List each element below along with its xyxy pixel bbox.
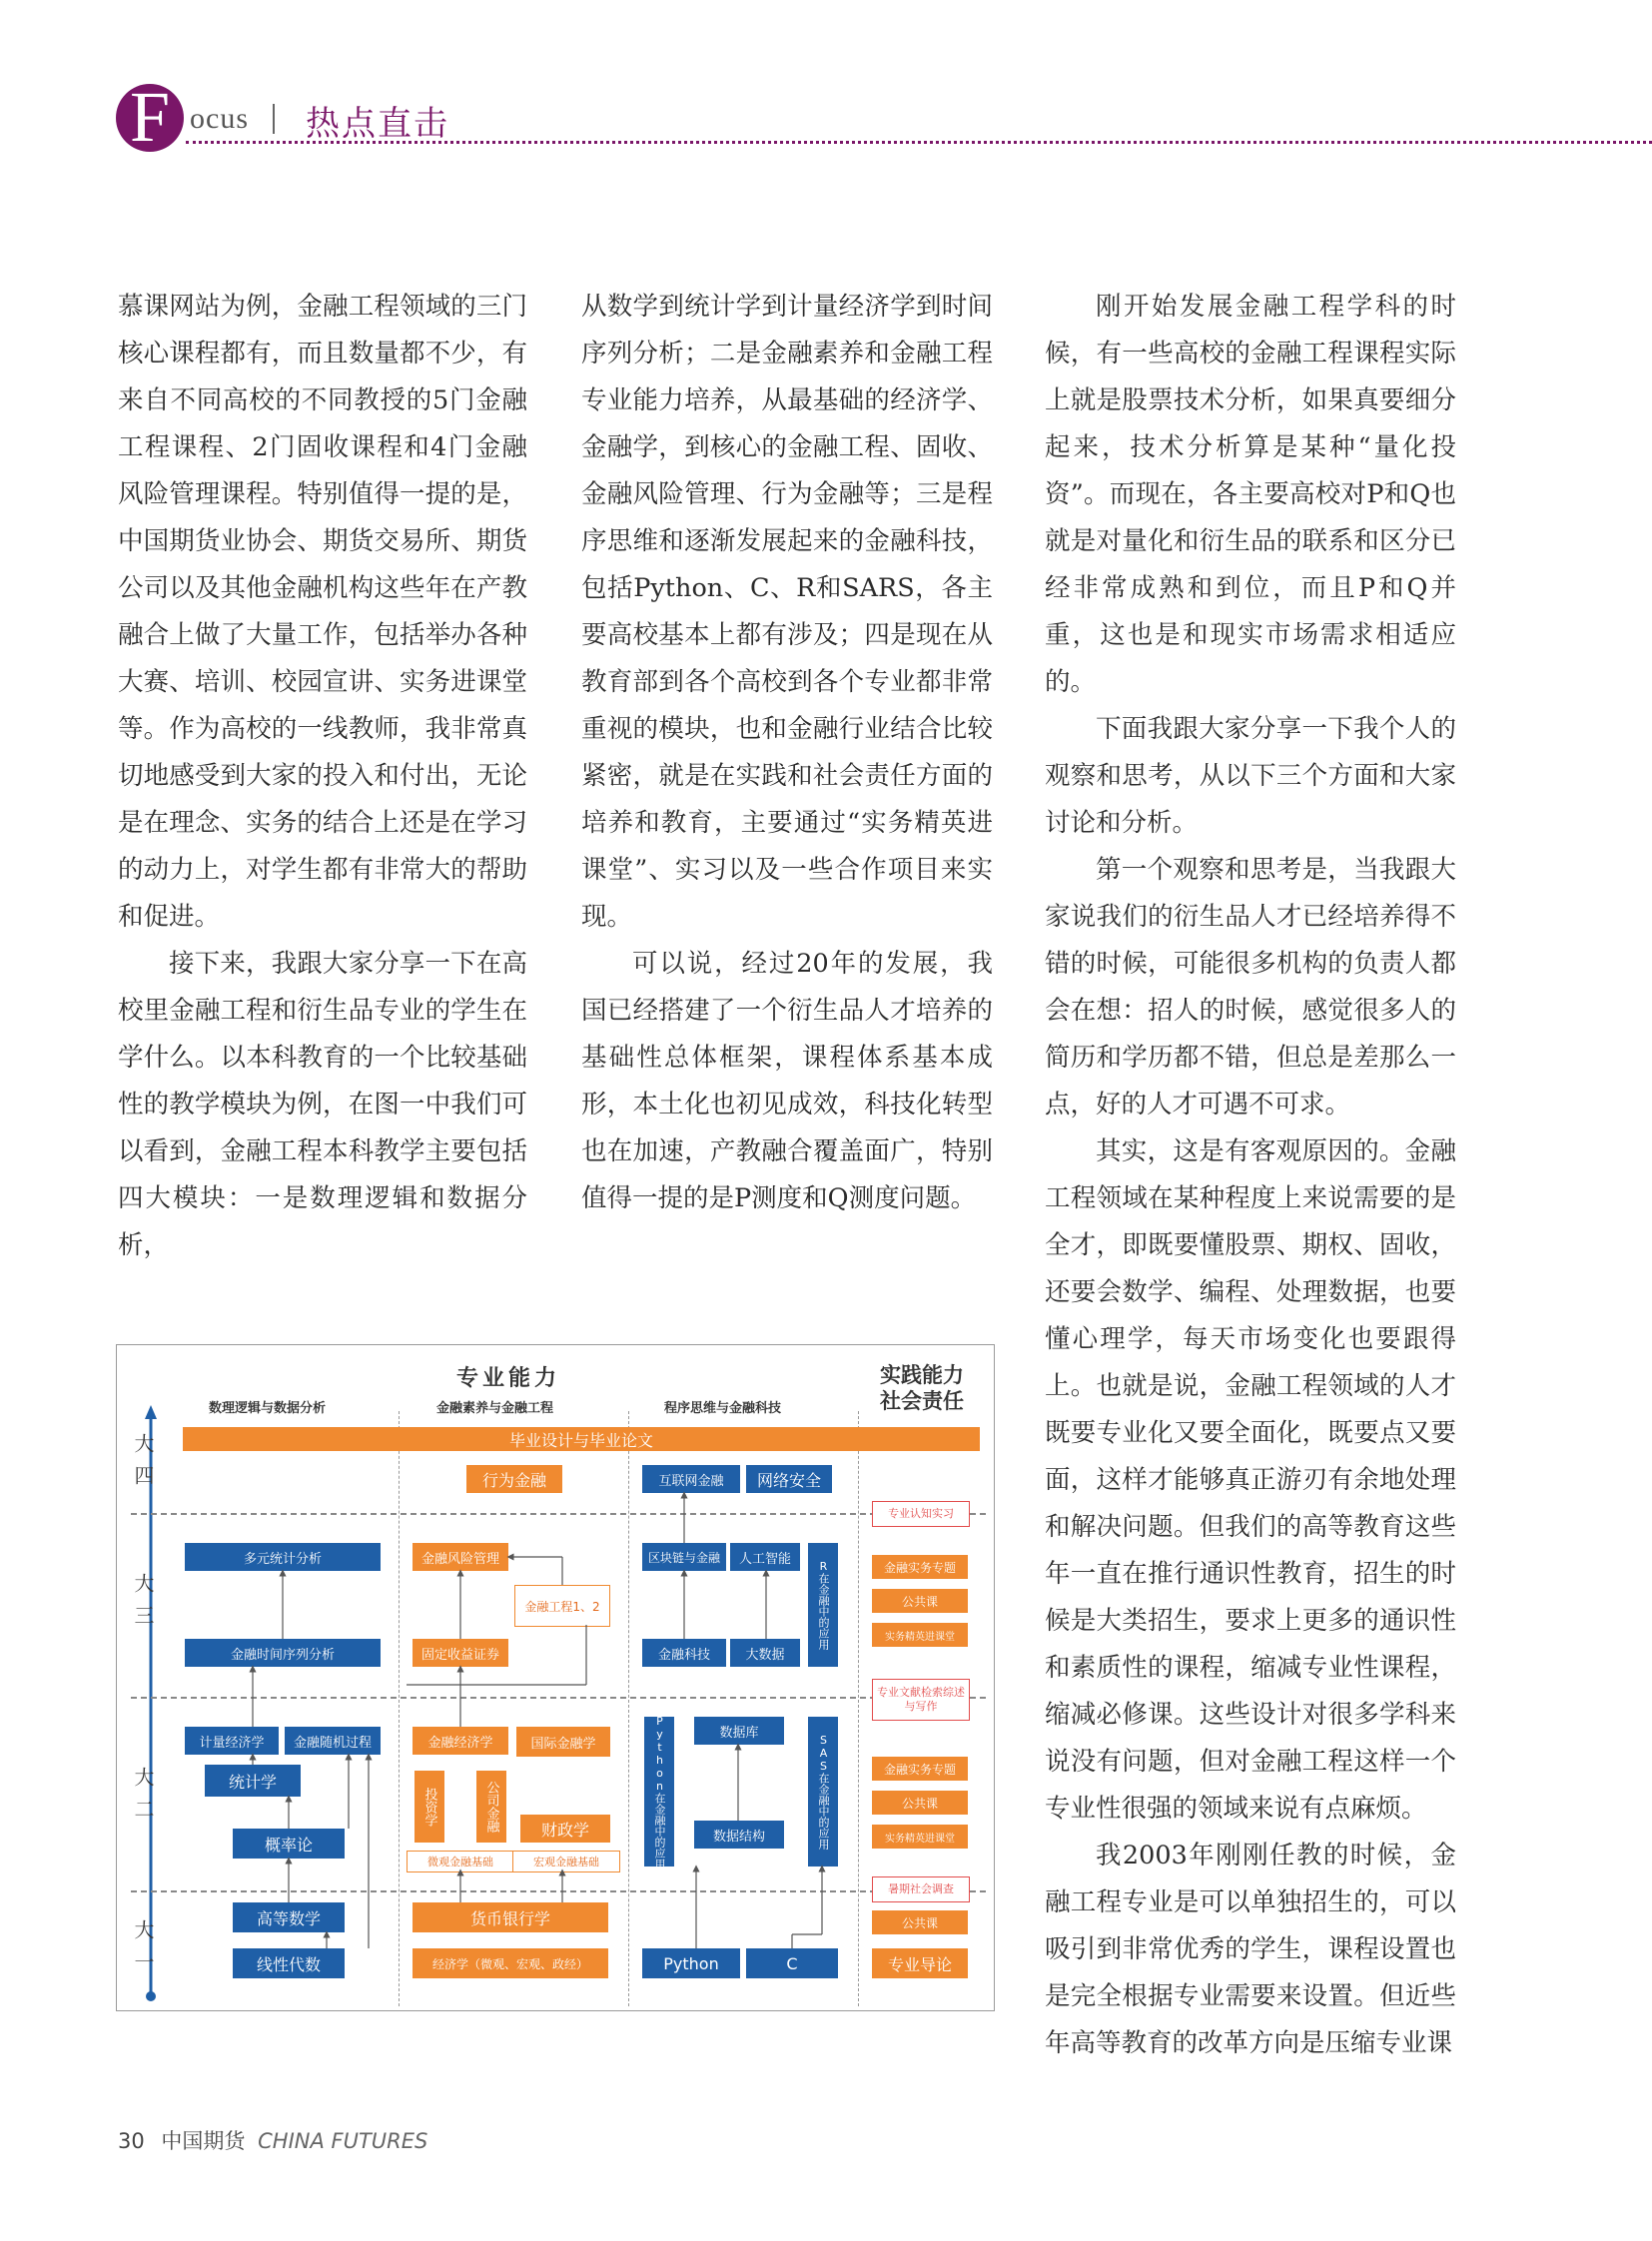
course-box: 区块链与金融 [642, 1543, 726, 1571]
course-box: 金融随机过程 [285, 1727, 381, 1755]
course-box: 金融时间序列分析 [185, 1639, 381, 1667]
course-box: 国际金融学 [516, 1727, 610, 1757]
course-box: C [746, 1948, 838, 1978]
article-column-1 [118, 284, 527, 1269]
course-box: 金融经济学 [413, 1727, 508, 1755]
section-title: 热点直击 [306, 104, 449, 144]
course-box: 多元统计分析 [185, 1543, 381, 1571]
practice-box: 公共课 [872, 1791, 968, 1815]
course-box: 大数据 [730, 1639, 800, 1667]
practice-box: 实务精英进课堂 [872, 1623, 968, 1647]
course-box: 公司金融 [476, 1771, 506, 1843]
paragraph: 其实，这是有客观原因的。金融工程领域在某种程度上来说需要的是全才，即既要懂股票、期权、固收，还要会数学、编程、处理数据，也要懂心理学，每天市场变化也要跟得上。也就是说，金融工程领域的人才既要专业化又要全面化，既要点又要面，这样才能够真正游刃有余地处理和解决问题。但我们的高等教育这些年一直在推行通识性教育，招生的时候是大类招生，要求上更多的通识性和素质性的课程，缩减专业性课程，缩减必修课。这些设计对很多学科来说没有问题，但对金融工程这样一个专业性很强的领域来说有点麻烦。 [1045, 1136, 1456, 1824]
course-box: 金融工程1、2 [514, 1585, 610, 1627]
diagram-title-social: 社会责任 [880, 1388, 964, 1413]
practice-box: 专业认知实习 [872, 1501, 970, 1527]
course-box: 行为金融 [466, 1465, 562, 1493]
year-label-4: 大四 [131, 1433, 155, 1497]
article-column-3 [1045, 284, 1456, 2067]
paragraph: 接下来，我跟大家分享一下在高校里金融工程和衍生品专业的学生在学什么。以本科教育的一个比较基础性的教学模块为例，在图一中我们可以看到，金融工程本科教学主要包括四大模块：一是数理逻辑和数据分析， [118, 949, 527, 1260]
course-box: 金融科技 [642, 1639, 726, 1667]
diagram-title-practice: 实践能力 [880, 1362, 964, 1387]
course-box: 线性代数 [233, 1948, 345, 1978]
course-box: 统计学 [205, 1765, 301, 1797]
page-number: 30 [118, 2129, 145, 2153]
practice-box: 金融实务专题 [872, 1555, 968, 1579]
curriculum-diagram [116, 1344, 995, 2011]
diagram-connectors [117, 1345, 994, 2010]
course-box: 财政学 [520, 1815, 610, 1843]
practice-box: 金融实务专题 [872, 1757, 968, 1781]
column-header-math: 数理逻辑与数据分析 [209, 1401, 327, 1416]
article-column-2 [581, 284, 993, 1222]
diagram-title-professional: 专业能力 [456, 1365, 561, 1391]
practice-box: 公共课 [872, 1589, 968, 1613]
course-box: 货币银行学 [413, 1902, 608, 1932]
paragraph: 下面我跟大家分享一下我个人的观察和思考，从以下三个方面和大家讨论和分析。 [1045, 714, 1456, 838]
practice-box: 实务精英进课堂 [872, 1825, 968, 1849]
header-dotted-rule [186, 141, 1652, 144]
header-divider [273, 104, 275, 134]
practice-box: 专业文献检索综述与写作 [872, 1679, 970, 1721]
year-label-2: 大二 [131, 1767, 155, 1831]
year-label-3: 大三 [131, 1573, 155, 1637]
paragraph: 可以说，经过20年的发展，我国已经搭建了一个衍生品人才培养的基础性总体框架，课程体系基本成形，本土化也初见成效，科技化转型也在加速，产教融合覆盖面广，特别值得一提的是P测度和Q测度问题。 [581, 949, 993, 1213]
practice-box: 公共课 [872, 1910, 968, 1934]
column-header-tech: 程序思维与金融科技 [664, 1401, 782, 1416]
magazine-name: 中国期货 [161, 2129, 246, 2153]
course-box: Python在金融中的应用 [644, 1717, 674, 1867]
logo-rest: ocus [190, 102, 249, 135]
course-box: 经济学（微观、宏观、政经） [413, 1948, 608, 1978]
course-box: 人工智能 [730, 1543, 800, 1571]
column-header-finance: 金融素养与金融工程 [436, 1401, 554, 1416]
practice-box: 暑期社会调查 [872, 1876, 970, 1902]
course-box: SAS在金融中的应用 [808, 1717, 838, 1867]
paragraph: 我2003年刚刚任教的时候，金融工程专业是可以单独招生的，可以吸引到非常优秀的学生，课程设置也是完全根据专业需要来设置。但近些年高等教育的改革方向是压缩专业课 [1045, 1841, 1456, 2058]
logo-letter: F [129, 77, 171, 157]
paragraph: 刚开始发展金融工程学科的时候，有一些高校的金融工程课程实际上就是股票技术分析，如果真要细分起来，技术分析算是某种“量化投资”。而现在，各主要高校对P和Q也就是对量化和衍生品的联系和区分已经非常成熟和到位，而且P和Q并重，这也是和现实市场需求相适应的。 [1045, 292, 1456, 697]
course-box: 数据结构 [694, 1821, 784, 1849]
course-box: 计量经济学 [185, 1727, 279, 1755]
practice-box: 专业导论 [872, 1948, 968, 1978]
course-box: 宏观金融基础 [512, 1851, 620, 1872]
thesis-bar: 毕业设计与毕业论文 [183, 1427, 980, 1451]
course-box: 金融风险管理 [413, 1543, 508, 1571]
paragraph: 第一个观察和思考是，当我跟大家说我们的衍生品人才已经培养得不错的时候，可能很多机构的负责人都会在想：招人的时候，感觉很多人的简历和学历都不错，但总是差那么一点，好的人才可遇不可求。 [1045, 855, 1456, 1120]
course-box: 网络安全 [746, 1465, 832, 1493]
course-box: 固定收益证券 [413, 1639, 508, 1667]
magazine-name-en: CHINA FUTURES [258, 2129, 428, 2153]
course-box: Python [642, 1948, 740, 1978]
course-box: 互联网金融 [642, 1465, 740, 1493]
paragraph: 从数学到统计学到计量经济学到时间序列分析；二是金融素养和金融工程专业能力培养，从最基础的经济学、金融学，到核心的金融工程、固收、金融风险管理、行为金融等；三是程序思维和逐渐发展起来的金融科技，包括Python、C、R和SARS，各主要高校基本上都有涉及；四是现在从教育部到各个高校到各个专业都非常重视的模块，也和金融行业结合比较紧密，就是在实践和社会责任方面的培养和教育，主要通过“实务精英进课堂”、实习以及一些合作项目来实现。 [581, 292, 993, 932]
paragraph: 慕课网站为例，金融工程领域的三门核心课程都有，而且数量都不少，有来自不同高校的不同教授的5门金融工程课程、2门固收课程和4门金融风险管理课程。特别值得一提的是，中国期货业协会、期货交易所、期货公司以及其他金融机构这些年在产教融合上做了大量工作，包括举办各种大赛、培训、校园宣讲、实务进课堂等。作为高校的一线教师，我非常真切地感受到大家的投入和付出，无论是在理念、实务的结合上还是在学习的动力上，对学生都有非常大的帮助和促进。 [118, 292, 527, 932]
course-box: 投资学 [414, 1771, 444, 1843]
course-box: 微观金融基础 [407, 1851, 514, 1872]
course-box: 高等数学 [233, 1902, 345, 1932]
course-box: R在金融中的应用 [808, 1543, 838, 1667]
page-footer [118, 2125, 427, 2155]
year-label-1: 大一 [131, 1919, 155, 1983]
course-box: 数据库 [694, 1717, 784, 1745]
course-box: 概率论 [233, 1829, 345, 1859]
